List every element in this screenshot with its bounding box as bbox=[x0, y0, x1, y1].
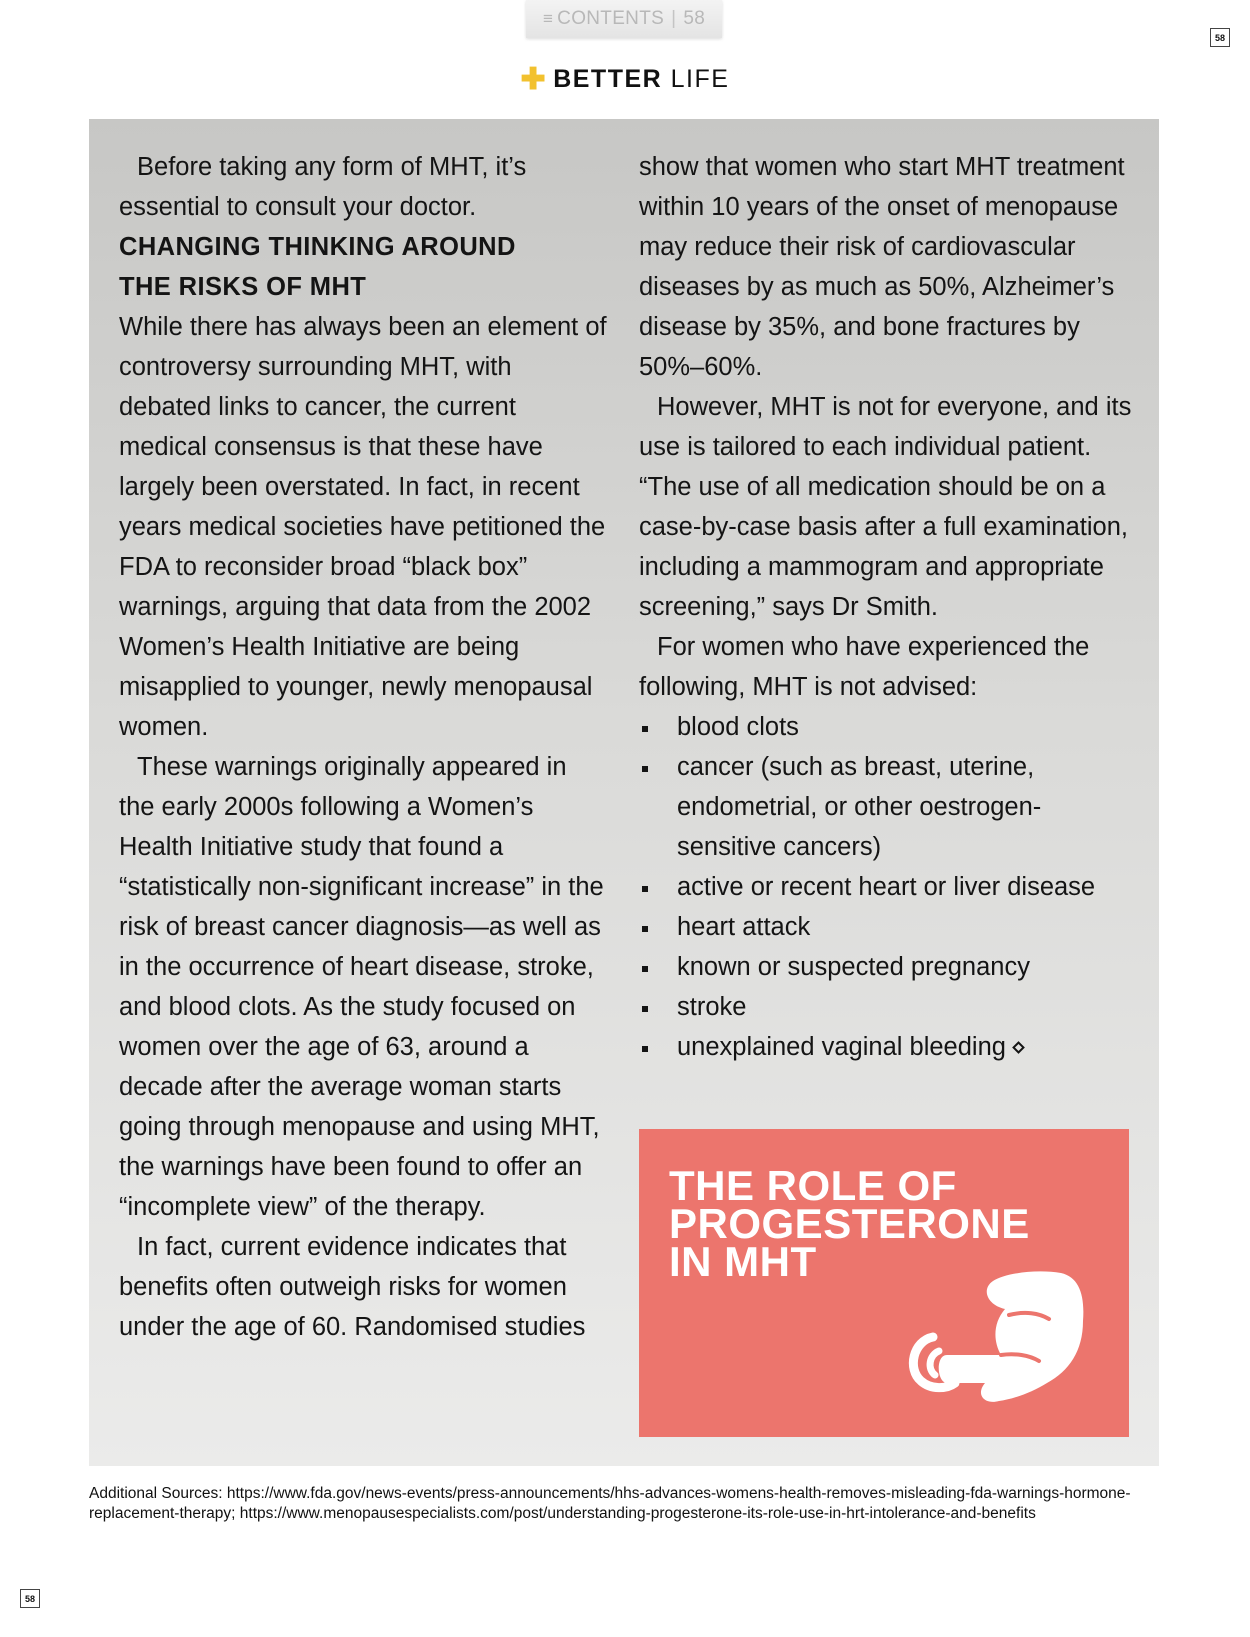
section-heading-line1: CHANGING THINKING AROUND bbox=[119, 233, 516, 261]
promo-title-line: PROGESTERONE bbox=[669, 1200, 1030, 1247]
promo-title-line: THE ROLE OF bbox=[669, 1162, 957, 1209]
progesterone-promo-card[interactable] bbox=[639, 1129, 1129, 1437]
body-paragraph: show that women who start MHT treatment within 10 years of the onset of menopause may reduce their risk of cardiovascular diseases by as much as 50%, Alzheimer’s disease by 35%, and bone fractures by 50%–60%. bbox=[639, 153, 1125, 381]
left-column bbox=[119, 147, 609, 1347]
additional-sources: Additional Sources: https://www.fda.gov/news-events/press-announcements/hhs-advances-womens-health-removes-misleading-fda-warnings-hormone-replacement-therapy; https://www.menopausespecialists.com/post/understanding-progesterone-its-role-use-in-hrt-intolerance-and-benefits bbox=[89, 1485, 1131, 1522]
list-item-last bbox=[639, 1027, 1139, 1067]
contents-page-number: 58 bbox=[683, 8, 706, 29]
section-label-light: LIFE bbox=[670, 65, 730, 93]
list-item: active or recent heart or liver disease bbox=[639, 867, 1139, 907]
contraindications-list bbox=[639, 707, 1139, 1067]
right-column bbox=[639, 147, 1139, 1067]
body-paragraph: These warnings originally appeared in the early 2000s following a Women’s Health Initiative study that found a “statistically non-significant increase” in the risk of breast cancer diagnosis—as well as in the occurrence of heart disease, stroke, and blood clots. As the study focused on women over the age of 63, around a decade after the average woman starts going through menopause and using MHT, the warnings have been found to offer an “incomplete view” of the therapy. bbox=[119, 753, 604, 1221]
list-item-text: unexplained vaginal bleeding bbox=[677, 1033, 1006, 1061]
list-item: known or suspected pregnancy bbox=[639, 947, 1139, 987]
body-paragraph: For women who have experienced the following, MHT is not advised: bbox=[639, 633, 1090, 701]
page-number-bottom[interactable]: 58 bbox=[20, 1589, 40, 1608]
article-panel bbox=[89, 119, 1159, 1466]
list-item: stroke bbox=[639, 987, 1139, 1027]
contents-button[interactable] bbox=[526, 0, 722, 38]
section-header bbox=[0, 62, 1250, 97]
plus-icon: ✚ bbox=[520, 63, 548, 96]
body-paragraph: In fact, current evidence indicates that benefits often outweigh risks for women under the age of 60. Randomised studies bbox=[119, 1233, 586, 1341]
contents-label: CONTENTS bbox=[557, 8, 665, 29]
body-paragraph: While there has always been an element of controversy surrounding MHT, with debated links to cancer, the current medical consensus is that these have largely been overstated. In fact, in recent years medical societies have petitioned the FDA to reconsider broad “black box” warnings, arguing that data from the 2002 Women’s Health Initiative are being misapplied to younger, newly menopausal women. bbox=[119, 313, 607, 741]
menu-icon: ≡ bbox=[542, 9, 554, 28]
intro-paragraph: Before taking any form of MHT, it’s essential to consult your doctor. bbox=[119, 153, 527, 221]
list-item: blood clots bbox=[639, 707, 1139, 747]
divider: | bbox=[671, 8, 677, 29]
section-heading-line2: THE RISKS OF MHT bbox=[119, 273, 367, 301]
list-item: heart attack bbox=[639, 907, 1139, 947]
end-mark-icon bbox=[1012, 1041, 1025, 1054]
list-item: cancer (such as breast, uterine, endometrial, or other oestrogen-sensitive cancers) bbox=[639, 747, 1139, 867]
section-label-bold: BETTER bbox=[553, 65, 663, 93]
page-number-top[interactable]: 58 bbox=[1210, 28, 1230, 47]
pointing-hand-icon bbox=[889, 1259, 1089, 1429]
promo-title-line: IN MHT bbox=[669, 1238, 817, 1285]
body-paragraph: However, MHT is not for everyone, and its use is tailored to each individual patient. “The use of all medication should be on a case-by-case basis after a full examination, including a mammogram and appropriate screening,” says Dr Smith. bbox=[639, 393, 1132, 621]
